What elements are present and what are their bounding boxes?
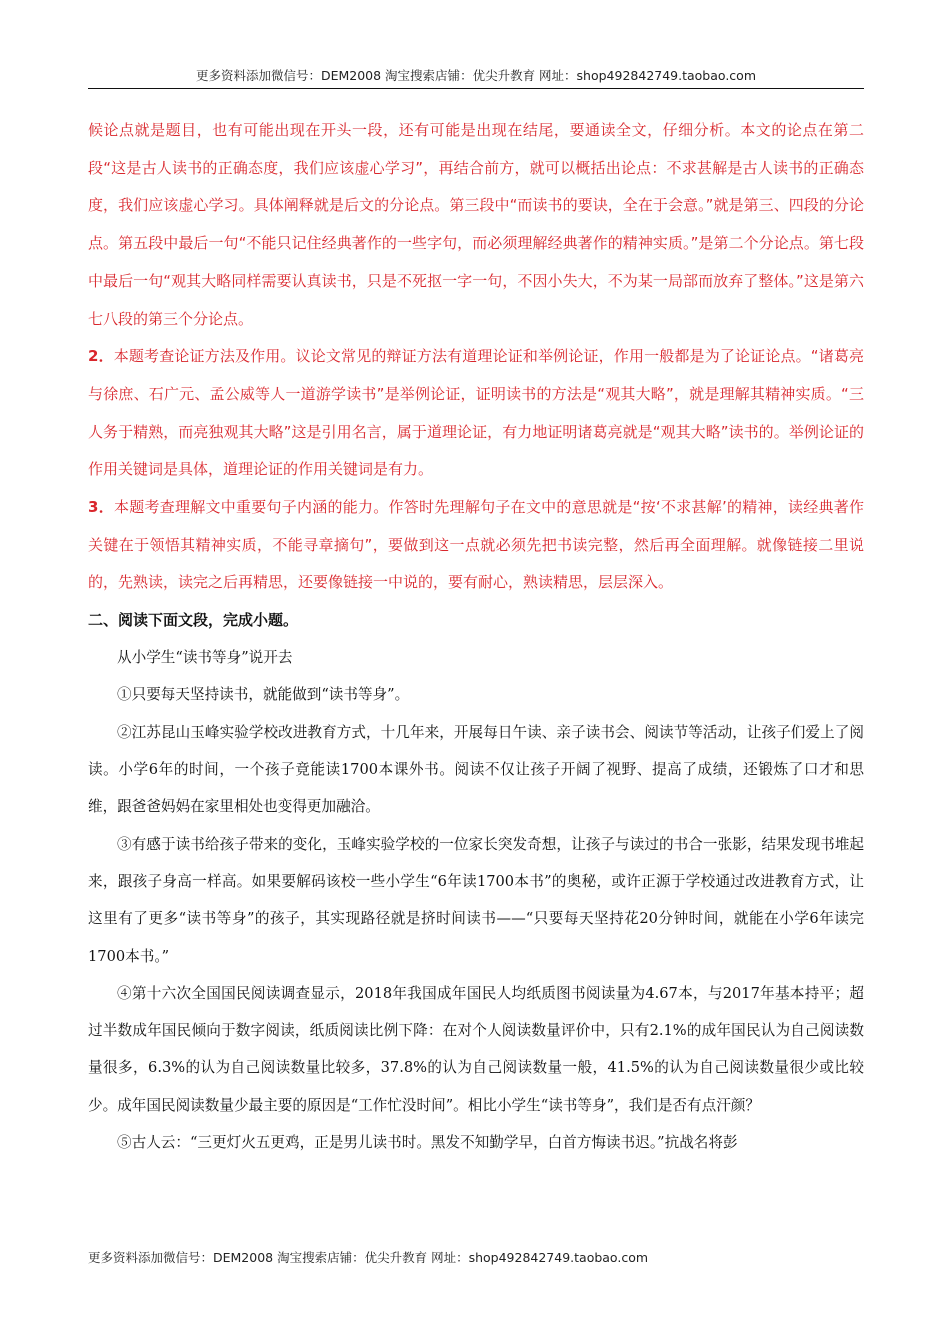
- header-text: 更多资料添加微信号：DEM2008 淘宝搜索店铺：优尖升教育 网址：shop492842749.taobao.com: [195, 68, 757, 83]
- section-heading: 二、阅读下面文段，完成小题。: [88, 611, 299, 630]
- article-paragraph-4: ④第十六次全国国民阅读调查显示，2018年我国成年国民人均纸质图书阅读量为4.67本，与2017年基本持平；超过半数成年国民倾向于数字阅读，纸质阅读比例下降：在对个人阅读数量评价中，只有2.1%的成年国民认为自己阅读数量很多，6.3%的认为自己阅读数量比较多，37.8%的认为自己阅读数量一般，41.5%的认为自己阅读数量很少或比较少。成年国民阅读数量少最主要的原因是“工作忙没时间”。相比小学生“读书等身”，我们是否有点汗颜？: [88, 984, 864, 1114]
- answer-2-number: 2．: [88, 347, 114, 366]
- article-paragraph-2: ②江苏昆山玉峰实验学校改进教育方式，十几年来，开展每日午读、亲子读书会、阅读节等活动，让孩子们爱上了阅读。小学6年的时间，一个孩子竟能读1700本课外书。阅读不仅让孩子开阔了视野、提高了成绩，还锻炼了口才和思维，跟爸爸妈妈在家里相处也变得更加融洽。: [88, 723, 864, 816]
- page-header: [88, 66, 864, 89]
- answer-explanations: [88, 112, 864, 602]
- article-paragraph-5: ⑤古人云：“三更灯火五更鸡，正是男儿读书时。黑发不知勤学早，白首方悔读书迟。”抗战名将彭: [117, 1134, 738, 1151]
- answer-1-continued: 候论点就是题目，也有可能出现在开头一段，还有可能是出现在结尾，要通读全文，仔细分析。本文的论点在第二段“这是古人读书的正确态度，我们应该虚心学习”，再结合前方，就可以概括出论点：不求甚解是古人读书的正确态度，我们应该虚心学习。具体阐释就是后文的分论点。第三段中“而读书的要诀，全在于会意。”就是第三、四段的分论点。第五段中最后一句“不能只记住经典著作的一些字句，而必须理解经典著作的精神实质。”是第二个分论点。第七段中最后一句“观其大略同样需要认真读书，只是不死抠一字一句，不因小失大，不为某一局部而放弃了整体。”这是第六七八段的第三个分论点。: [88, 121, 864, 328]
- page-footer: [88, 1248, 648, 1266]
- reading-article: [88, 639, 864, 1161]
- answer-3: [88, 489, 864, 602]
- article-paragraph-3: ③有感于读书给孩子带来的变化，玉峰实验学校的一位家长突发奇想，让孩子与读过的书合一张影，结果发现书堆起来，跟孩子身高一样高。如果要解码该校一些小学生“6年读1700本书”的奥秘，或许正源于学校通过改进教育方式，让这里有了更多“读书等身”的孩子，其实现路径就是挤时间读书——“只要每天坚持花20分钟时间，就能在小学6年读完1700本书。”: [88, 835, 864, 965]
- document-body: [88, 112, 864, 1161]
- article-title: 从小学生“读书等身”说开去: [117, 649, 293, 667]
- answer-2-text: 本题考查论证方法及作用。议论文常见的辩证方法有道理论证和举例论证，作用一般都是为了论证论点。“诸葛亮与徐庶、石广元、孟公威等人一道游学读书”是举例论证，证明读书的方法是“观其大略”，就是理解其精神实质。“三人务于精熟，而亮独观其大略”这是引用名言，属于道理论证，有力地证明诸葛亮就是“观其大略”读书的。举例论证的作用关键词是具体，道理论证的作用关键词是有力。: [88, 347, 865, 479]
- answer-3-text: 本题考查理解文中重要句子内涵的能力。作答时先理解句子在文中的意思就是“按‘不求甚解’的精神，读经典著作关键在于领悟其精神实质，不能寻章摘句”，要做到这一点就必须先把书读完整，然后再全面理解。就像链接二里说的，先熟读，读完之后再精思，还要像链接一中说的，要有耐心，熟读精思，层层深入。: [88, 498, 865, 592]
- article-paragraph-1: ①只要每天坚持读书，就能做到“读书等身”。: [117, 686, 410, 704]
- answer-2: [88, 338, 864, 489]
- answer-3-number: 3．: [88, 498, 114, 517]
- footer-text: 更多资料添加微信号：DEM2008 淘宝搜索店铺：优尖升教育 网址：shop492842749.taobao.com: [88, 1250, 649, 1265]
